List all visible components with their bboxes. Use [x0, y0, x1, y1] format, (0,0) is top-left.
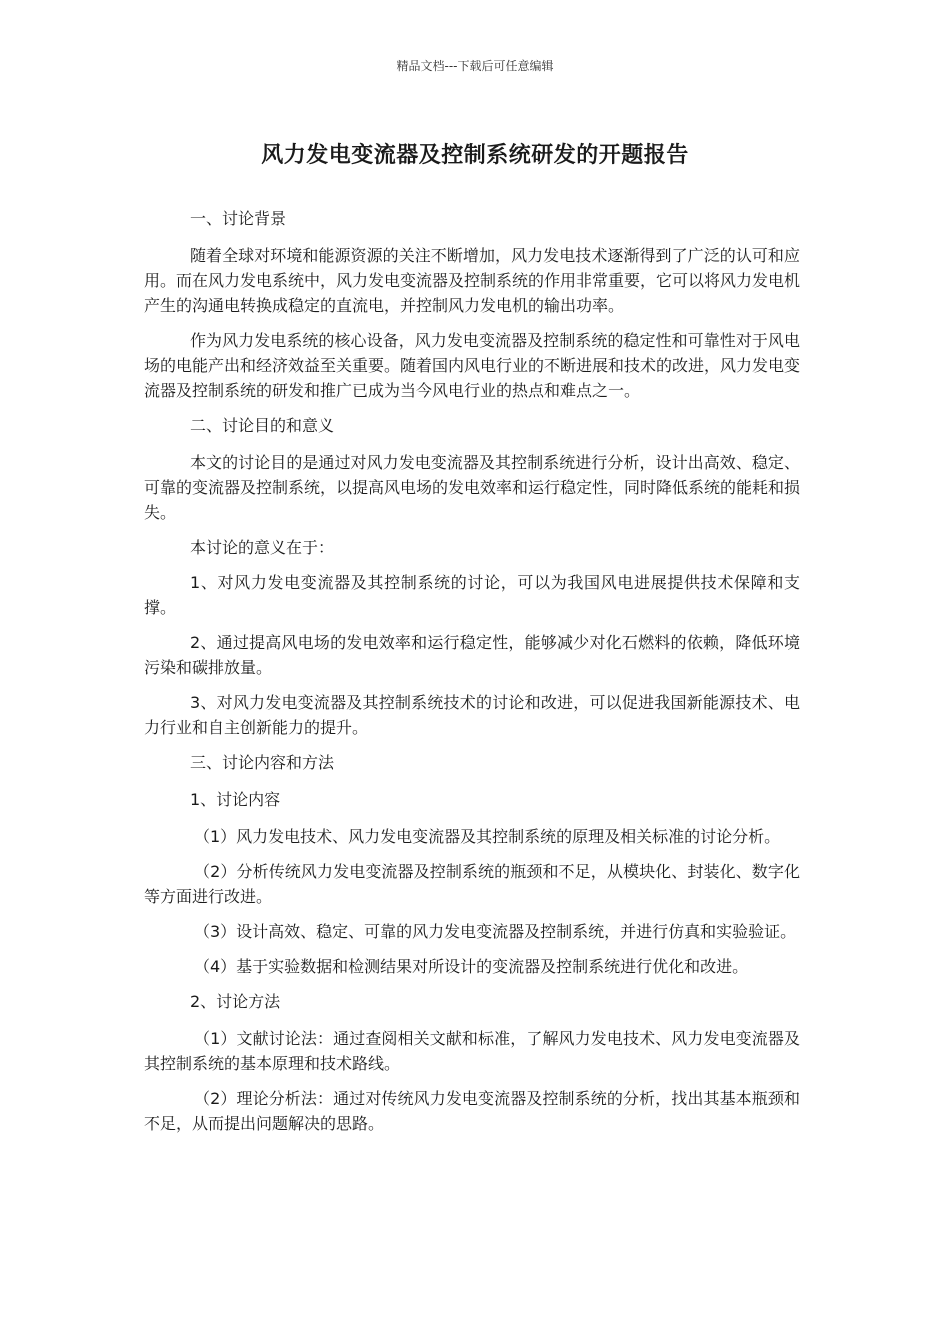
- list-item: （1）文献讨论法：通过查阅相关文献和标准，了解风力发电技术、风力发电变流器及其控制系统的基本原理和技术路线。: [144, 1029, 800, 1073]
- paragraph: 本文的讨论目的是通过对风力发电变流器及其控制系统进行分析，设计出高效、稳定、可靠的变流器及控制系统，以提高风电场的发电效率和运行稳定性，同时降低系统的能耗和损失。: [144, 453, 801, 522]
- paragraph: 作为风力发电系统的核心设备，风力发电变流器及控制系统的稳定性和可靠性对于风电场的电能产出和经济效益至关重要。随着国内风电行业的不断进展和技术的改进，风力发电变流器及控制系统的研发和推广已成为当今风电行业的热点和难点之一。: [144, 331, 801, 400]
- page-header: 精品文档---下载后可任意编辑: [396, 59, 554, 73]
- document-title: 风力发电变流器及控制系统研发的开题报告: [261, 143, 689, 168]
- list-item: （4）基于实验数据和检测结果对所设计的变流器及控制系统进行优化和改进。: [194, 957, 749, 976]
- list-item: （1）风力发电技术、风力发电变流器及其控制系统的原理及相关标准的讨论分析。: [194, 827, 781, 846]
- list-item: （2）分析传统风力发电变流器及控制系统的瓶颈和不足，从模块化、封装化、数字化等方面进行改进。: [144, 862, 800, 906]
- paragraph: 随着全球对环境和能源资源的关注不断增加，风力发电技术逐渐得到了广泛的认可和应用。而在风力发电系统中，风力发电变流器及控制系统的作用非常重要，它可以将风力发电机产生的沟通电转换成稳定的直流电，并控制风力发电机的输出功率。: [144, 246, 801, 315]
- section-heading: 一、讨论背景: [190, 209, 287, 228]
- list-item: （2）理论分析法：通过对传统风力发电变流器及控制系统的分析，找出其基本瓶颈和不足，从而提出问题解决的思路。: [144, 1089, 800, 1133]
- list-item: 3、对风力发电变流器及其控制系统技术的讨论和改进，可以促进我国新能源技术、电力行业和自主创新能力的提升。: [144, 693, 800, 737]
- section-heading: 二、讨论目的和意义: [190, 416, 335, 435]
- section-heading: 三、讨论内容和方法: [190, 753, 335, 772]
- list-item: （3）设计高效、稳定、可靠的风力发电变流器及控制系统，并进行仿真和实验验证。: [194, 922, 797, 941]
- list-item: 2、通过提高风电场的发电效率和运行稳定性，能够减少对化石燃料的依赖，降低环境污染和碳排放量。: [144, 633, 800, 677]
- document-body: [144, 206, 800, 1146]
- subsection-heading: 1、讨论内容: [190, 790, 281, 809]
- list-item: 1、对风力发电变流器及其控制系统的讨论，可以为我国风电进展提供技术保障和支撑。: [144, 573, 800, 617]
- subsection-heading: 2、讨论方法: [190, 992, 281, 1011]
- paragraph: 本讨论的意义在于：: [190, 538, 335, 557]
